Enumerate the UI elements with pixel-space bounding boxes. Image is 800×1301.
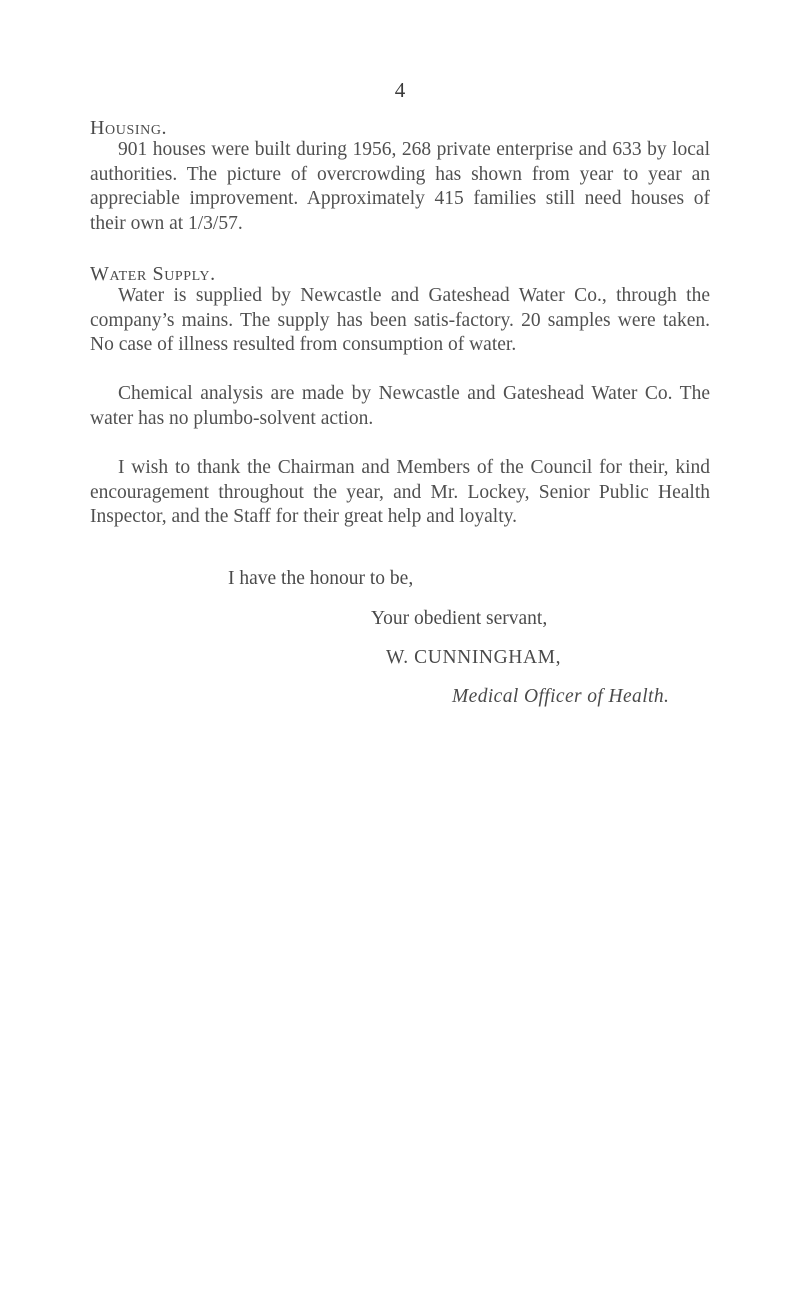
signature-title: Medical Officer of Health.: [452, 686, 670, 707]
page-number: 4: [394, 78, 406, 102]
paragraph-text: Water is supplied by Newcastle and Gateshead Water Co., through the company’s mains. The supply has been satis-factory. 20 samples were taken. No case of illness resulted from consumption of water.: [90, 285, 710, 355]
signature-name: W. CUNNINGHAM,: [386, 647, 562, 668]
paragraph-text: 901 houses were built during 1956, 268 private enterprise and 633 by local authorities. The picture of overcrowding has shown from year to year an appreciable improvement. Approximately 415 families still need houses of their own at 1/3/57.: [90, 139, 710, 234]
section-heading-housing: Housing.: [90, 117, 168, 139]
paragraph-acknowledgement: [90, 456, 710, 530]
paragraph-water-supply: [90, 284, 710, 358]
closing-honour-line: I have the honour to be,: [228, 568, 414, 589]
closing-servant-line: Your obedient servant,: [371, 608, 548, 629]
paragraph-text: I wish to thank the Chairman and Members of the Council for their, kind encouragement throughout the year, and Mr. Lockey, Senior Public Health Inspector, and the Staff for their great help and loyalty.: [90, 457, 710, 527]
paragraph-chemical-analysis: [90, 382, 710, 431]
section-heading-water-supply: Water Supply.: [90, 263, 216, 285]
paragraph-housing: [90, 138, 710, 236]
paragraph-text: Chemical analysis are made by Newcastle and Gateshead Water Co. The water has no plumbo-solvent action.: [90, 383, 710, 429]
